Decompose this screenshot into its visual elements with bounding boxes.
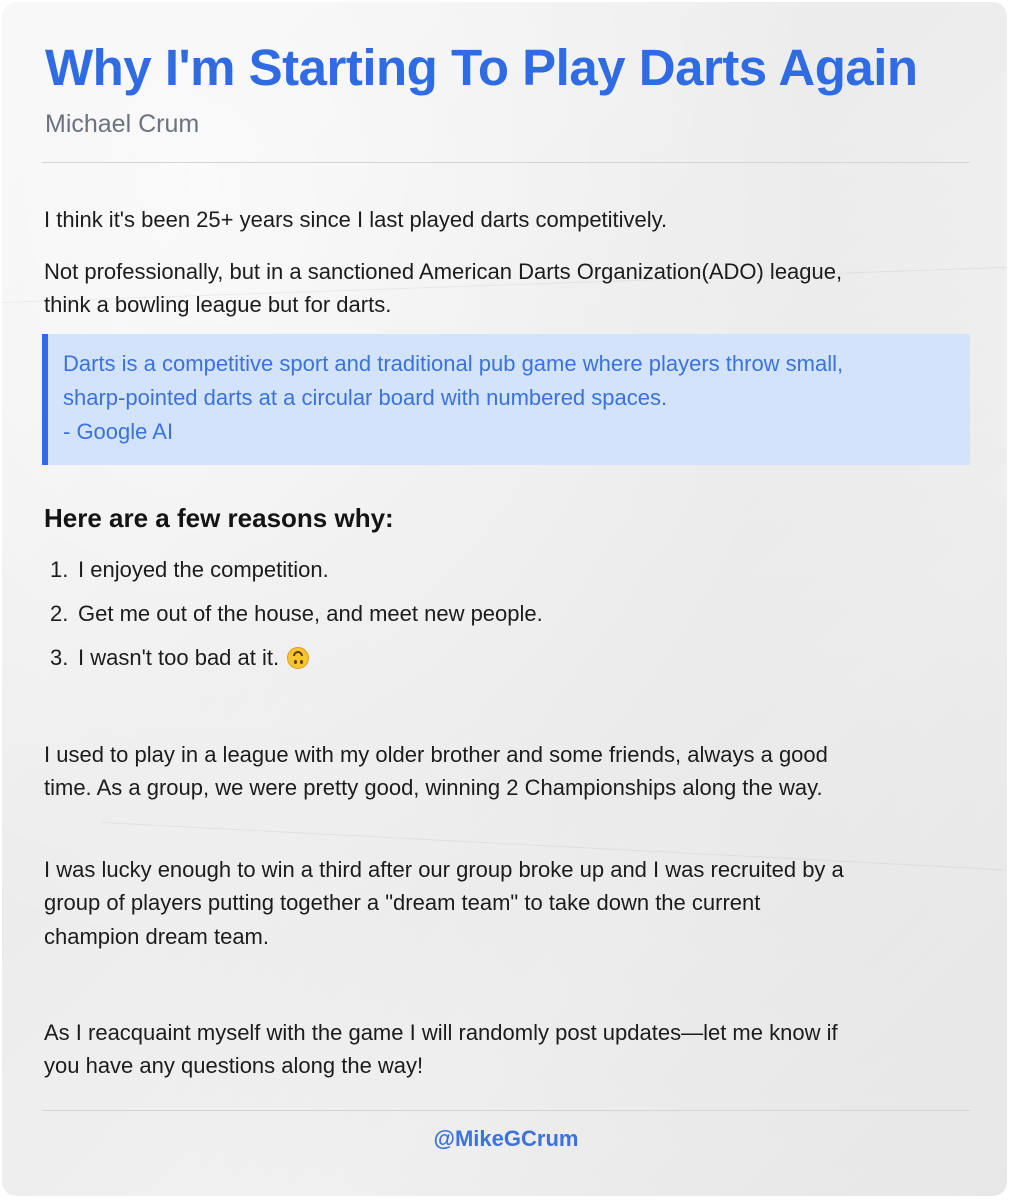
list-text: I wasn't too bad at it.	[78, 645, 280, 670]
quote-attribution: - Google AI	[63, 419, 174, 444]
list-item	[50, 592, 950, 636]
footer-divider	[42, 1110, 970, 1111]
list-text: I enjoyed the competition.	[78, 557, 329, 582]
author-name: Michael Crum	[45, 110, 200, 138]
intro-paragraph-2-line-1: Not professionally, but in a sanctioned American Darts Organization(ADO) league,	[44, 259, 843, 284]
quote-line: sharp-pointed darts at a circular board with numbered spaces.	[63, 385, 668, 410]
list-item	[50, 636, 950, 680]
list-text: Get me out of the house, and meet new people.	[78, 601, 543, 626]
third-paragraph-line-1: I was lucky enough to win a third after our group broke up and I was recruited by a	[44, 857, 844, 882]
intro-paragraph-1: I think it's been 25+ years since I last played darts competitively.	[44, 207, 668, 232]
league-paragraph-line-1: I used to play in a league with my older brother and some friends, always a good	[44, 742, 828, 767]
third-paragraph-line-3: champion dream team.	[44, 924, 269, 949]
list-number: 1.	[50, 557, 69, 582]
upside-down-face-icon	[287, 647, 309, 669]
header-divider	[42, 162, 970, 163]
author-handle[interactable]: @MikeGCrum	[433, 1126, 579, 1151]
list-item	[50, 548, 950, 592]
closing-paragraph-line-1: As I reacquaint myself with the game I will randomly post updates—let me know if	[44, 1020, 838, 1045]
reasons-heading: Here are a few reasons why:	[44, 503, 394, 533]
list-number: 3.	[50, 645, 69, 670]
list-number: 2.	[50, 601, 69, 626]
closing-paragraph-line-2: you have any questions along the way!	[44, 1053, 424, 1078]
third-paragraph-line-2: group of players putting together a "dream team" to take down the current	[44, 890, 761, 915]
blockquote	[42, 334, 970, 465]
reasons-list	[50, 548, 950, 680]
league-paragraph-line-2: time. As a group, we were pretty good, winning 2 Championships along the way.	[44, 775, 823, 800]
quote-line: Darts is a competitive sport and traditional pub game where players throw small,	[63, 351, 844, 376]
post-card	[2, 2, 1007, 1196]
page-title: Why I'm Starting To Play Darts Again	[45, 39, 918, 96]
intro-paragraph-2-line-2: think a bowling league but for darts.	[44, 292, 392, 317]
